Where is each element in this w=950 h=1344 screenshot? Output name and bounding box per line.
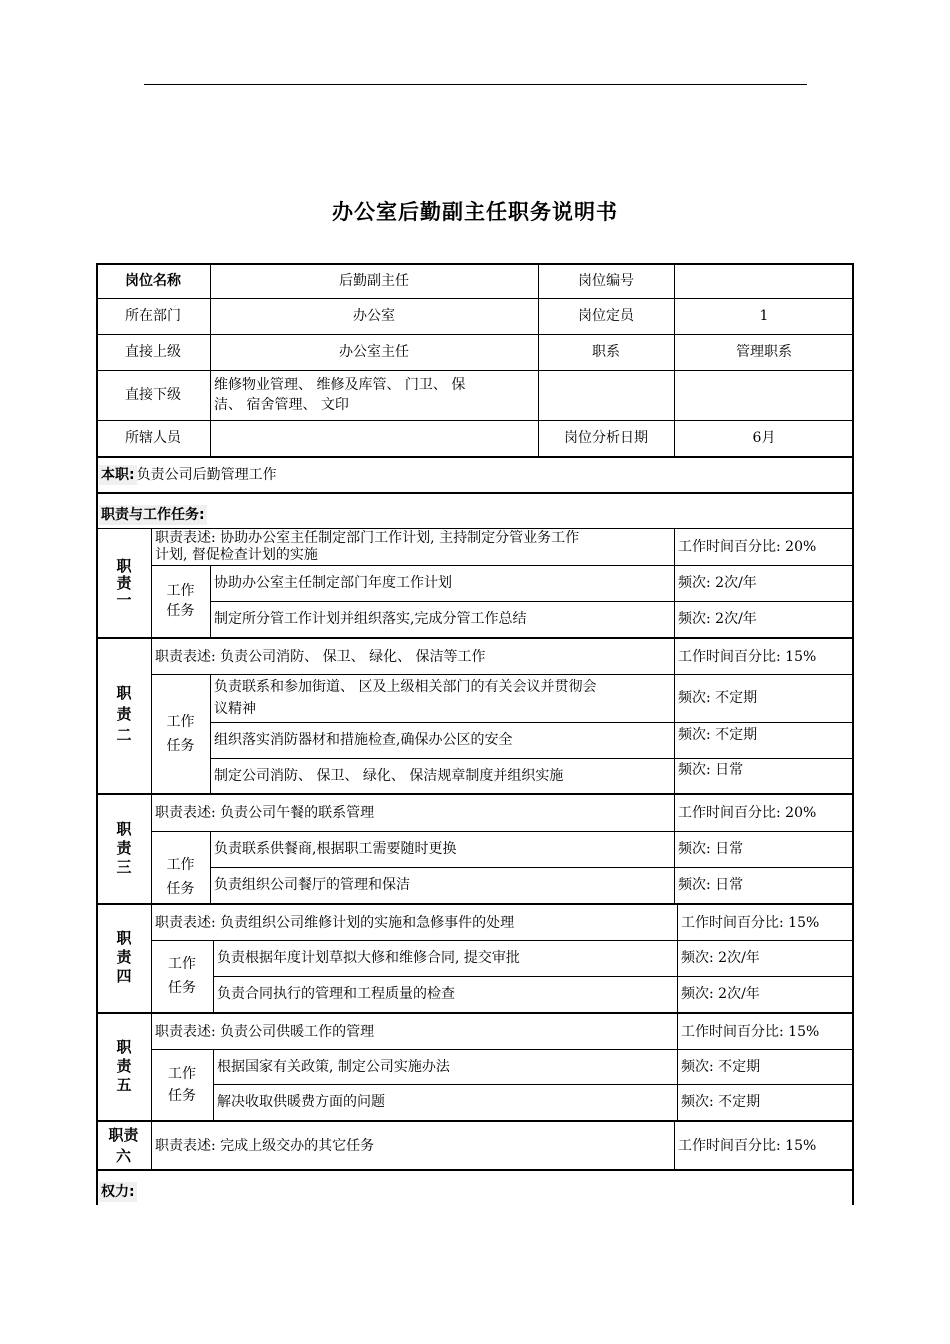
duty-4-time: 工作时间百分比: 15% xyxy=(681,914,820,931)
duty-4-task-label xyxy=(151,940,213,1012)
grid-line xyxy=(674,263,675,456)
frame-left xyxy=(96,263,98,1205)
duty-6-desc: 职责表述: 完成上级交办的其它任务 xyxy=(155,1137,375,1154)
section-heading-row xyxy=(96,503,854,527)
duty-4-task-1-freq: 频次: 2次/年 xyxy=(681,950,760,966)
duty-3-task-label xyxy=(151,831,210,903)
duty-4-task-2-freq: 频次: 2次/年 xyxy=(681,986,760,1002)
grid-line xyxy=(151,940,854,941)
duty-1-task-2-freq: 频次: 2次/年 xyxy=(678,611,757,627)
job-description-table xyxy=(96,263,854,1205)
quota-value: 1 xyxy=(759,308,769,324)
duty-summary-text: 负责公司后勤管理工作 xyxy=(136,466,277,483)
grid-line xyxy=(674,528,675,638)
duty-3-time: 工作时间百分比: 20% xyxy=(678,805,817,821)
subordinate-line-2: 洁、 宿舍管理、 文印 xyxy=(214,397,349,413)
duty-2-task-1-line-1: 负责联系和参加街道、 区及上级相关部门的有关会议并贯彻会 xyxy=(214,679,597,695)
duty-6-label-line-2: 六 xyxy=(115,1146,131,1165)
duty-2-task-3-freq: 频次: 日常 xyxy=(678,762,744,778)
subordinate-label: 直接下级 xyxy=(125,387,181,403)
duty-1-desc xyxy=(151,529,674,565)
authority-row xyxy=(96,1181,854,1203)
duty-2-task-label xyxy=(151,674,210,793)
duty-4-task-label-text: 工作任务 xyxy=(168,956,196,996)
duty-4-desc: 职责表述: 负责组织公司维修计划的实施和急修事件的处理 xyxy=(155,914,515,931)
grid-line xyxy=(96,793,854,795)
duty-2-task-1-freq: 频次: 不定期 xyxy=(678,690,758,706)
position-no-label: 岗位编号 xyxy=(578,272,634,289)
duty-1-task-2: 制定所分管工作计划并组织落实,完成分管工作总结 xyxy=(214,611,527,627)
grid-line xyxy=(210,263,211,456)
duty-2-task-3: 制定公司消防、 保卫、 绿化、 保洁规章制度并组织实施 xyxy=(214,767,564,784)
duty-5-time: 工作时间百分比: 15% xyxy=(681,1023,820,1040)
grid-line xyxy=(674,1121,675,1170)
grid-line xyxy=(151,794,152,904)
duty-2-task-label-text: 工作任务 xyxy=(166,713,195,754)
grid-line xyxy=(96,456,854,458)
grid-line xyxy=(213,1084,854,1085)
job-family-label: 职系 xyxy=(592,344,620,360)
superior-value: 办公室主任 xyxy=(339,344,409,360)
duty-1-task-label xyxy=(151,565,210,637)
duty-4-label xyxy=(96,905,151,1012)
duty-1-desc-line-1: 职责表述: 协助办公室主任制定部门工作计划, 主持制定分管业务工作 xyxy=(155,530,580,546)
grid-line xyxy=(96,420,854,421)
grid-line xyxy=(96,1120,854,1122)
duty-3-desc: 职责表述: 负责公司午餐的联系管理 xyxy=(155,805,375,821)
subordinate-line-1: 维修物业管理、 维修及库管、 门卫、 保 xyxy=(214,377,466,393)
duty-1-task-label-text: 工作任务 xyxy=(166,583,195,619)
subordinate-value xyxy=(210,370,538,420)
staff-value xyxy=(210,420,538,456)
frame-right xyxy=(852,263,854,1205)
duty-2-label-text: 职责二 xyxy=(114,684,133,748)
grid-line xyxy=(210,722,854,723)
grid-line xyxy=(151,674,854,675)
duty-3-label xyxy=(96,795,151,903)
duty-3-label-text: 职责三 xyxy=(114,820,133,878)
duty-5-task-label-text: 工作任务 xyxy=(168,1065,196,1104)
duty-3-task-1-freq: 频次: 日常 xyxy=(678,841,744,857)
grid-line xyxy=(96,637,854,639)
grid-line xyxy=(96,492,854,494)
grid-line xyxy=(151,638,152,794)
analysis-date-label: 岗位分析日期 xyxy=(564,430,648,446)
position-name-label: 岗位名称 xyxy=(125,272,181,289)
duty-3-task-1: 负责联系供餐商,根据职工需要随时更换 xyxy=(214,841,457,857)
duty-2-label xyxy=(96,639,151,793)
duty-5-task-label xyxy=(151,1049,213,1120)
grid-line xyxy=(151,565,854,566)
duty-1-label xyxy=(96,529,151,637)
quota-label: 岗位定员 xyxy=(578,308,634,324)
grid-line xyxy=(210,867,854,868)
section-heading: 职责与工作任务: xyxy=(101,507,205,523)
duty-6-label-line-1: 职责 xyxy=(108,1125,139,1144)
grid-line xyxy=(151,1121,152,1170)
header-rule xyxy=(144,84,807,85)
grid-line xyxy=(213,976,854,977)
grid-line xyxy=(213,1049,214,1121)
duty-6-label xyxy=(96,1122,151,1169)
grid-line xyxy=(96,370,854,371)
duty-5-task-2-freq: 频次: 不定期 xyxy=(681,1094,761,1110)
grid-line xyxy=(151,904,152,1013)
duty-5-task-2: 解决收取供暖费方面的问题 xyxy=(217,1094,385,1110)
grid-line xyxy=(674,794,675,904)
position-name-value: 后勤副主任 xyxy=(339,272,409,289)
grid-line xyxy=(538,263,539,456)
position-no-value xyxy=(674,263,854,298)
duty-4-task-1: 负责根据年度计划草拟大修和维修合同, 提交审批 xyxy=(217,950,520,966)
document-title: 办公室后勤副主任职务说明书 xyxy=(332,200,618,224)
duty-2-time: 工作时间百分比: 15% xyxy=(678,648,817,665)
duty-summary-row xyxy=(96,458,854,491)
grid-line xyxy=(210,674,211,794)
authority-label: 权力: xyxy=(101,1184,135,1200)
duty-5-label xyxy=(96,1014,151,1120)
grid-line xyxy=(674,638,675,794)
duty-1-time: 工作时间百分比: 20% xyxy=(678,539,817,555)
grid-line xyxy=(96,903,854,905)
grid-line xyxy=(96,1169,854,1171)
grid-line xyxy=(96,1012,854,1014)
grid-line xyxy=(677,1013,678,1121)
duty-summary-label: 本职: xyxy=(101,466,135,483)
duty-2-desc: 职责表述: 负责公司消防、 保卫、 绿化、 保洁等工作 xyxy=(155,648,486,665)
duty-3-task-2: 负责组织公司餐厅的管理和保洁 xyxy=(214,877,410,893)
duty-1-label-text: 职责一 xyxy=(114,557,133,609)
duty-3-task-label-text: 工作任务 xyxy=(166,857,195,897)
duty-6-time: 工作时间百分比: 15% xyxy=(678,1137,817,1154)
grid-line xyxy=(96,334,854,335)
grid-line xyxy=(96,298,854,299)
duty-4-label-text: 职责四 xyxy=(114,930,133,987)
duty-2-task-1-line-2: 议精神 xyxy=(214,701,256,717)
duty-1-task-1: 协助办公室主任制定部门年度工作计划 xyxy=(214,575,452,591)
duty-5-desc: 职责表述: 负责公司供暖工作的管理 xyxy=(155,1023,375,1040)
grid-line xyxy=(151,831,854,832)
duty-5-label-text: 职责五 xyxy=(114,1038,133,1096)
duty-2-task-1 xyxy=(210,674,674,722)
dept-label: 所在部门 xyxy=(125,308,181,324)
grid-line xyxy=(210,758,854,759)
duty-1-desc-line-2: 计划, 督促检查计划的实施 xyxy=(155,547,318,563)
duty-1-task-1-freq: 频次: 2次/年 xyxy=(678,575,757,591)
grid-line xyxy=(151,1049,854,1050)
dept-value: 办公室 xyxy=(353,308,395,324)
duty-5-task-1: 根据国家有关政策, 制定公司实施办法 xyxy=(217,1058,450,1075)
duty-5-task-1-freq: 频次: 不定期 xyxy=(681,1058,761,1075)
grid-line xyxy=(677,904,678,1013)
grid-line xyxy=(151,1013,152,1121)
staff-label: 所辖人员 xyxy=(125,430,181,446)
duty-3-task-2-freq: 频次: 日常 xyxy=(678,877,744,893)
analysis-date-value: 6月 xyxy=(752,430,776,446)
duty-4-task-2: 负责合同执行的管理和工程质量的检查 xyxy=(217,986,455,1002)
duty-2-task-2-freq: 频次: 不定期 xyxy=(678,727,758,743)
grid-line xyxy=(210,601,854,602)
superior-label: 直接上级 xyxy=(125,344,181,360)
grid-line xyxy=(96,528,854,529)
duty-2-task-2: 组织落实消防器材和措施检查,确保办公区的安全 xyxy=(214,732,513,748)
grid-line xyxy=(151,528,152,638)
job-family-value: 管理职系 xyxy=(736,344,792,360)
